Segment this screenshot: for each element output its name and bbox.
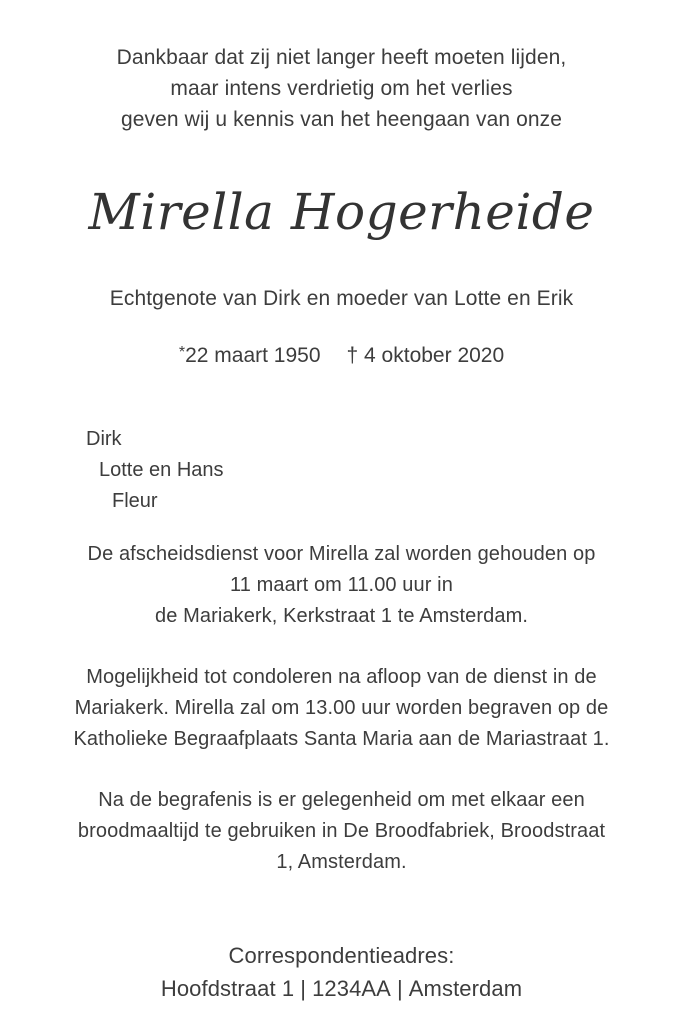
address-city: Amsterdam [408, 976, 523, 1001]
relation-line: Echtgenote van Dirk en moeder van Lotte en Erik [109, 287, 574, 310]
reception-line-3: 1, Amsterdam. [276, 851, 407, 873]
condolence-line-1: Mogelijkheid tot condoleren na afloop van de dienst in de [86, 666, 597, 688]
deceased-name: Mirella Hogerheide [88, 183, 595, 241]
condolence-line-3: Katholieke Begraafplaats Santa Maria aan de Mariastraat 1. [73, 728, 610, 750]
address-separator: | [300, 976, 307, 1001]
family-member: Dirk [86, 428, 122, 450]
reception-line-2: broodmaaltijd te gebruiken in De Broodfabriek, Broodstraat [77, 820, 606, 842]
address-label: Correspondentieadres: [228, 943, 455, 968]
death-cross-icon: † [346, 344, 359, 367]
service-line-3: de Mariakerk, Kerkstraat 1 te Amsterdam. [154, 605, 529, 627]
family-member: Lotte en Hans [99, 459, 224, 481]
service-line-2: 11 maart om 11.00 uur in [230, 574, 453, 596]
address-separator: | [396, 976, 403, 1001]
birth-date: 22 maart 1950 [185, 344, 321, 367]
death-date: 4 oktober 2020 [364, 344, 505, 367]
address-line [0, 972, 683, 1005]
birth-star-icon: * [178, 344, 186, 361]
family-member: Fleur [112, 490, 158, 512]
service-line-1: De afscheidsdienst voor Mirella zal worden gehouden op [87, 543, 596, 565]
correspondence-address [0, 939, 683, 1005]
reception-text [0, 785, 683, 878]
intro-line-2: maar intens verdrietig om het verlies [170, 77, 513, 100]
address-street: Hoofdstraat 1 [160, 976, 295, 1001]
intro-text [0, 42, 683, 135]
address-postcode: 1234AA [312, 976, 391, 1001]
condolence-line-2: Mariakerk. Mirella zal om 13.00 uur worden begraven op de [74, 697, 609, 719]
intro-line-1: Dankbaar dat zij niet langer heeft moeten lijden, [116, 46, 567, 69]
condolence-text [0, 662, 683, 755]
relation-text [0, 283, 683, 314]
service-text [0, 539, 683, 632]
intro-line-3: geven wij u kennis van het heengaan van onze [120, 108, 563, 131]
family-members [86, 424, 224, 517]
life-dates [0, 340, 683, 371]
reception-line-1: Na de begrafenis is er gelegenheid om met elkaar een [98, 789, 585, 811]
